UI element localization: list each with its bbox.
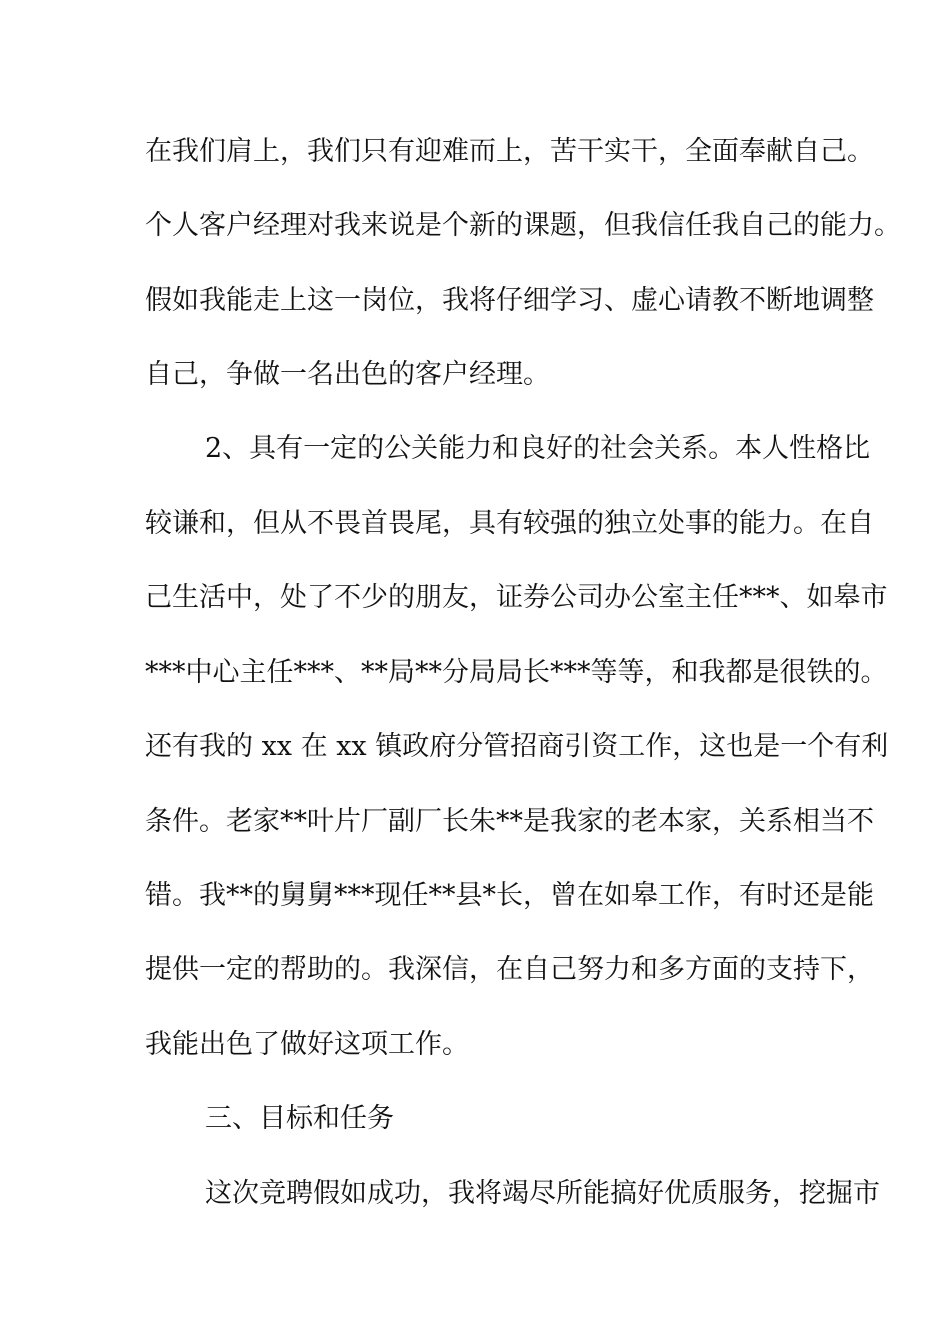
text-line: 己生活中，处了不少的朋友，证券公司办公室主任***、如皋市 [145,582,888,613]
section-heading: 三、目标和任务 [205,1103,394,1134]
text-line: 在我们肩上，我们只有迎难而上，苦干实干，全面奉献自己。 [145,136,874,167]
text-line: 还有我的 xx 在 xx 镇政府分管招商引资工作，这也是一个有利 [145,731,889,762]
text-line: 较谦和，但从不畏首畏尾，具有较强的独立处事的能力。在自 [145,508,874,539]
text-line: ***中心主任***、**局**分局局长***等等，和我都是很铁的。 [145,657,888,688]
text-line: 个人客户经理对我来说是个新的课题，但我信任我自己的能力。 [145,210,901,241]
paragraph-start-line: 这次竞聘假如成功，我将竭尽所能搞好优质服务，挖掘市 [205,1178,880,1209]
text-line: 假如我能走上这一岗位，我将仔细学习、虚心请教不断地调整 [145,285,874,316]
text-line: 我能出色了做好这项工作。 [145,1029,469,1060]
text-line: 错。我**的舅舅***现任**县*长，曾在如皋工作，有时还是能 [145,880,874,911]
text-line: 提供一定的帮助的。我深信，在自己努力和多方面的支持下， [145,954,874,985]
text-line: 自己，争做一名出色的客户经理。 [145,359,550,390]
paragraph-start-line: 2、具有一定的公关能力和良好的社会关系。本人性格比 [205,433,871,464]
text-line: 条件。老家**叶片厂副厂长朱**是我家的老本家，关系相当不 [145,806,874,837]
